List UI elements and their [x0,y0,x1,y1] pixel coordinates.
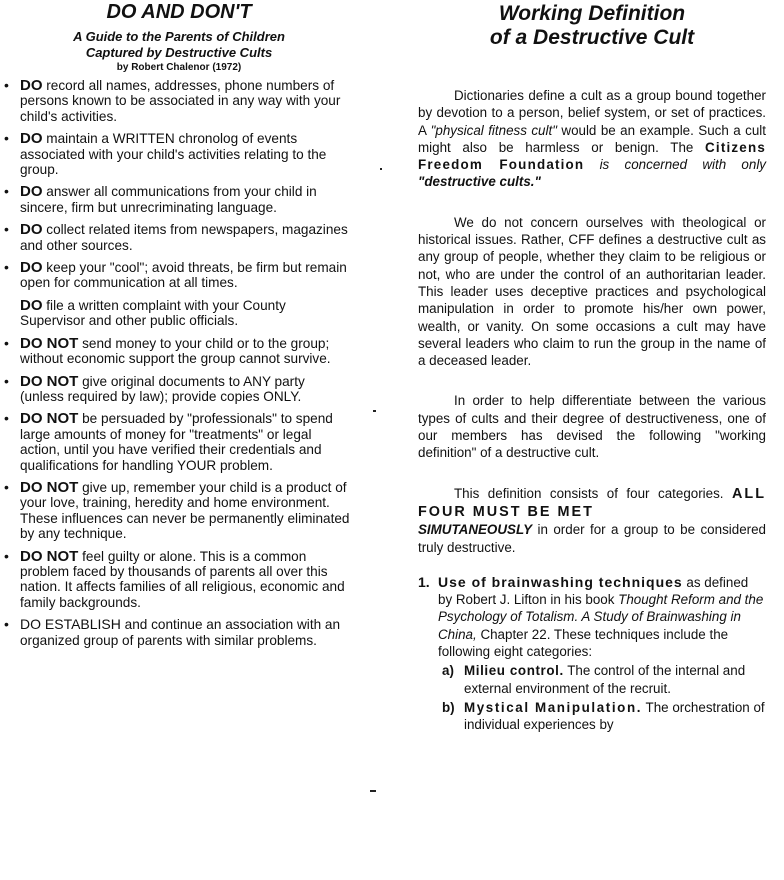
right-title-line2: of a Destructive Cult [489,26,695,49]
paragraph-definition [418,87,766,191]
rule-keyword: DO NOT [20,547,79,565]
left-subtitle [0,29,352,61]
bullet-icon: • [4,410,9,427]
rule-text: collect related items from newspapers, magazines and other sources. [20,222,348,253]
category-1 [418,574,766,734]
book-title: Thought Reform and the Psychology of Totalism. A Study of Brainwashing in China, [438,592,764,642]
right-title [418,0,766,50]
rule-text: give up, remember your child is a product of your love, training, heredity and home environment. These influences can never be permanently eliminated by any technique. [20,479,350,542]
caps-phrase: ALL FOUR MUST BE MET [418,485,766,520]
list-item [0,480,352,542]
para-text: Chapter 22. These techniques include the following eight categories: [438,626,729,660]
list-item [0,260,352,291]
left-byline: by Robert Chalenor (1972) [116,62,242,73]
bullet-icon: • [4,334,9,351]
rule-text: and continue an association with an organized group of parents with similar problems. [20,617,341,648]
list-item [0,617,352,648]
para-text: would be an example. Such a cult might also be harmless or benign. The [418,122,766,155]
rule-text: keep your "cool"; avoid threats, be firm but remain open for communication at all times. [20,260,347,291]
list-item [438,662,766,697]
left-column [0,0,352,655]
rule-keyword: DO NOT [20,478,79,496]
scan-speck [373,410,376,412]
rule-text: answer all communications from your child in sincere, firm but unrecriminating language. [20,184,317,215]
item-text: The control of the internal and external environment of the recruit. [464,663,746,696]
rule-keyword: DO NOT [20,372,79,390]
paragraph-categories [418,485,766,556]
rule-keyword: DO ESTABLISH [20,616,121,633]
item-letter: b) [442,699,455,715]
rule-keyword: DO [20,259,43,277]
para-text: Dictionaries define a cult as a group bound together by devotion to a person, belief system, or set of practices. A [418,88,766,138]
left-subtitle-line1: A Guide to the Parents of Children [73,29,285,44]
list-item [0,298,352,329]
left-title: DO AND DON'T [106,1,252,23]
rule-text: send money to your child or to the group; without economic support the group cannot survive. [20,335,331,367]
list-item [0,374,352,405]
rule-keyword: DO NOT [20,334,79,352]
list-item [0,222,352,253]
emphasis-phrase: SIMUTANEOUSLY [418,522,533,538]
list-item [0,184,352,215]
rule-text: give original documents to ANY party (unless required by law); provide copies ONLY. [20,373,305,404]
bullet-icon: • [4,616,9,633]
item-heading: Mystical Manipulation. [464,699,643,715]
item-text: The orchestration of individual experiences by [464,699,765,733]
bullet-icon: • [4,221,9,238]
bullet-icon: • [4,478,9,495]
para-text: This definition consists of four categories. [454,485,733,501]
left-subtitle-line2: Captured by Destructive Cults [85,45,273,60]
rule-keyword: DO [20,130,43,148]
bullet-icon: • [4,372,9,389]
scan-speck [370,790,376,792]
rule-text: file a written complaint with your County Supervisor and other public officials. [20,297,286,329]
rule-text: be persuaded by "professionals" to spend large amounts of money for "treatments" or legal action, until you have verified their credentials and qualifications for handling YOUR problem. [20,411,333,473]
rule-keyword: DO [20,77,43,94]
technique-list [438,662,766,733]
right-column [418,0,766,734]
paragraph-cff: We do not concern ourselves with theological or historical issues. Rather, CFF defines a destructive cult as any group of people, whether they claim to be religious or not, who are under the control of an authoritarian leader. This leader uses deceptive practices and psychological manipulation in order to promote his/her own power, wealth, or vanity. On some occasions a cult may have several leaders who claim to run the group in the name of a deceased leader. [418,214,766,369]
rule-keyword: DO [20,183,43,201]
italic-phrase: "physical fitness cult" [430,122,557,138]
rule-keyword: DO NOT [20,410,79,428]
paragraph-differentiate: In order to help differentiate between the various types of cults and their degree of destructiveness, one of our members has devised the following "working definition" of a destructive cult. [418,393,766,461]
list-item [438,699,766,734]
item-letter: a) [442,663,454,679]
rule-text: record all names, addresses, phone numbers of persons known to be associated in any way with your child's activities. [20,78,341,124]
emphasis-phrase: "destructive cults." [418,174,541,190]
para-text: is concerned with only [584,157,766,173]
rule-text: maintain a WRITTEN chronolog of events associated with your child's activities relating to the group. [20,131,327,178]
item-heading: Milieu control. [464,663,564,679]
category-number: 1. [418,573,430,590]
bullet-icon: • [4,77,9,93]
scan-speck [380,168,382,170]
bullet-icon: • [4,547,9,564]
bullet-icon: • [4,183,9,200]
list-item [0,78,352,124]
rule-keyword: DO [20,221,43,239]
do-dont-list [0,78,352,648]
category-heading: Use of brainwashing techniques [438,573,683,590]
list-item [0,549,352,611]
rule-text: feel guilty or alone. This is a common problem faced by thousands of parents all over this nation. It affects families of all religious, economic and family backgrounds. [20,548,345,610]
bullet-icon: • [4,259,9,276]
bullet-icon: • [4,130,9,147]
para-text: as defined by Robert J. Lifton in his book [438,574,749,608]
list-item [0,336,352,367]
para-text: in order for a group to be considered truly destructive. [418,522,766,555]
list-item [0,411,352,473]
org-name: Citizens Freedom Foundation [418,139,766,173]
rule-keyword: DO [20,296,43,314]
right-title-line1: Working Definition [498,2,686,25]
list-item [0,131,352,177]
